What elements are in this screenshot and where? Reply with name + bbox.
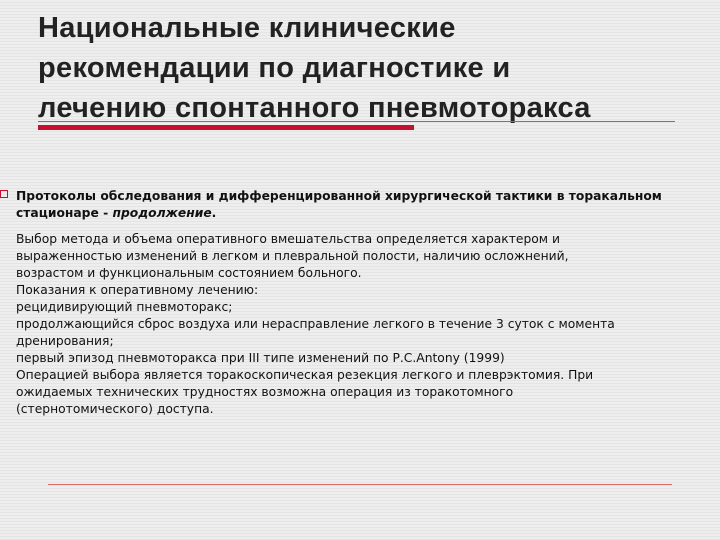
- body-line: возрастом и функциональным состоянием больного.: [16, 266, 362, 280]
- body-line: (стернотомического) доступа.: [16, 402, 214, 416]
- title-line: Национальные клинические: [38, 12, 456, 44]
- body-line: рецидивирующий пневмоторакс;: [16, 300, 233, 314]
- content-block: [16, 188, 696, 418]
- section-subheading: [16, 188, 696, 222]
- body-line: Операцией выбора является торакоскопическая резекция легкого и плеврэктомия. При: [16, 368, 594, 382]
- body-line: Выбор метода и объема оперативного вмешательства определяется характером и: [16, 232, 560, 246]
- title-divider-accent: [38, 125, 414, 130]
- title-divider-thin: [38, 121, 675, 122]
- body-text: [16, 231, 696, 418]
- title-line: лечению спонтанного пневмоторакса: [38, 92, 591, 124]
- body-line: продолжающийся сброс воздуха или нерасправление легкого в течение 3 суток с момента: [16, 317, 615, 331]
- body-line: дренирования;: [16, 334, 114, 348]
- body-line: выраженностью изменений в легком и плевральной полости, наличию осложнений,: [16, 249, 569, 263]
- body-line: первый эпизод пневмоторакса при III типе изменений по Р.С.Antony (1999): [16, 351, 505, 365]
- subheading-emphasis: продолжение: [112, 206, 212, 220]
- subheading-tail: .: [211, 206, 217, 220]
- slide-title: [38, 8, 698, 128]
- body-line: ожидаемых технических трудностях возможна операция из торакотомного: [16, 385, 514, 399]
- title-line: рекомендации по диагностике и: [38, 52, 511, 84]
- subheading-text: Протоколы обследования и дифференцированной хирургической тактики в торакальном стационаре -: [16, 189, 662, 220]
- body-line: Показания к оперативному лечению:: [16, 283, 259, 297]
- footer-divider: [48, 484, 672, 485]
- square-bullet-icon: [0, 190, 8, 198]
